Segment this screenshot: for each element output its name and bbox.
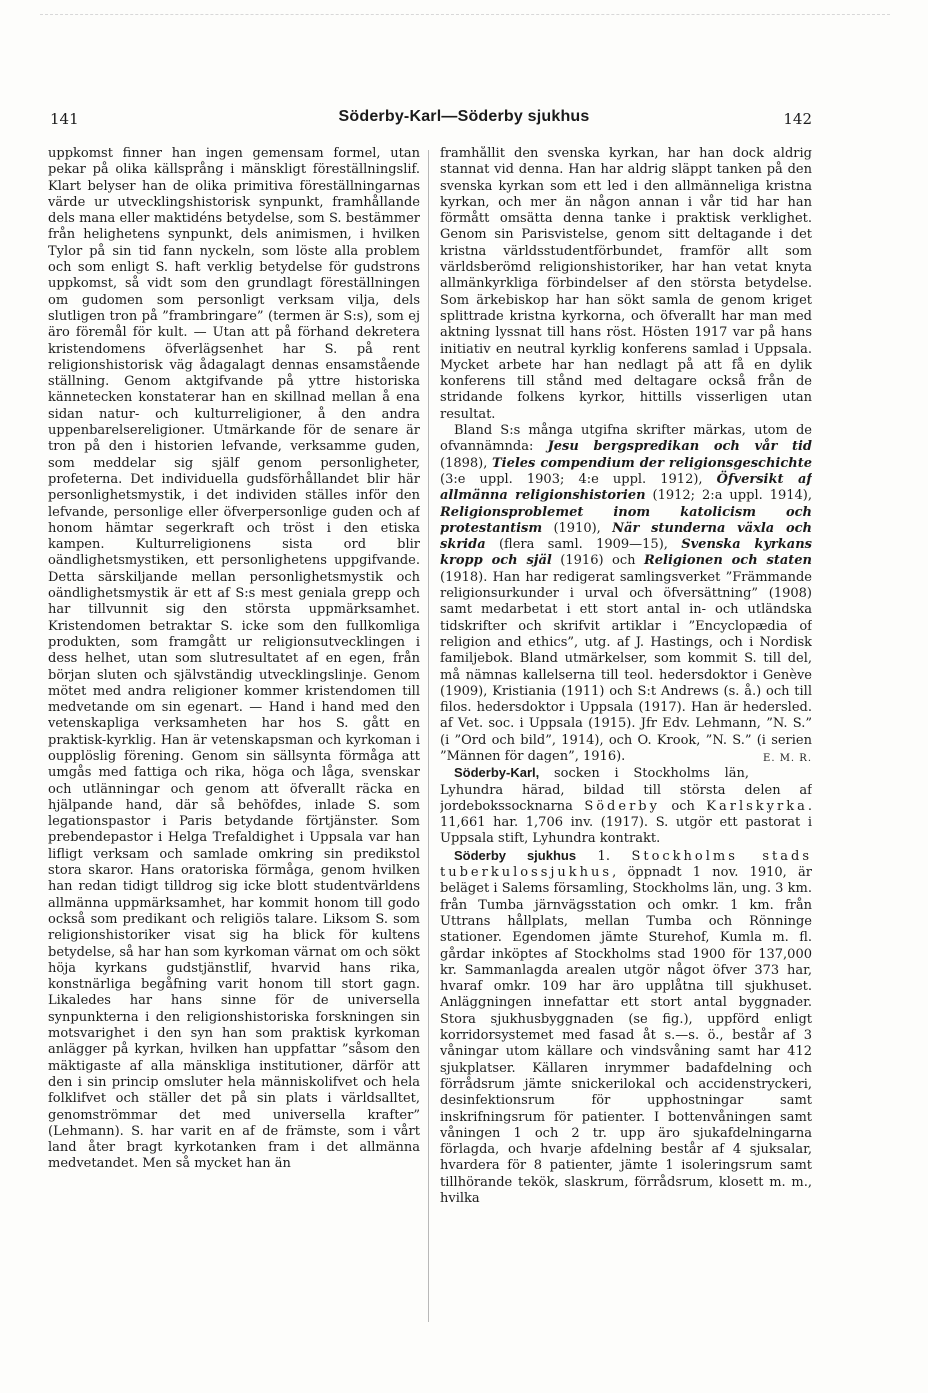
work-title: Svenska kyrkans kropp och själ [440,537,812,569]
column-divider [428,150,429,1322]
running-title: Söderby-Karl—Söderby sjukhus [338,108,590,125]
scan-edge-line [40,14,890,15]
work-title: Öfversikt af allmänna religionshistorien [440,471,812,504]
right-column [440,146,812,1326]
work-title: Jesu bergspredikan och vår tid [547,439,812,455]
entry-headword: Söderby-Karl, [454,765,540,781]
paragraph-bibliography: Bland S:s många utgifna skrifter märkas, utom de ofvannämnda: Jesu bergspredikan och vår tid (1898), Tieles compendium der religionsgeschichte (3:e uppl. 1903; 4:e uppl. 1912), Öfversikt af allmänna religionshistorien (1912; 2:a uppl. 1914), Religionsproblemet inom katolicism och protestantism (1910), När stunderna växla och skrida (flera saml. 1909—15), Svenska kyrkans kropp och själ (1916) och Religionen och staten (1918). Han har redigerat samlingsverket ”Främmande religionsurkunder i urval och öfversättning” (1908) samt medarbetat i ett stort antal in- och utländska tidskrifter och skrifvit artiklar i ”Encyclopædia of religion and ethics”, utg. af J. Hastings, och i Nordisk familjebok. Bland utmärkelser, som kommit S. till del, må nämnas kallelserna till teol. hedersdoktor i Genève (1909), Kristiania (1911) och S:t Andrews (s. å.) och till filos. hedersdoktor i Uppsala (1917). Han är hedersled. af Vet. soc. i Uppsala (1915). Jfr Edv. Lehmann, ”N. S.” (i ”Ord och bild”, 1914), och O. Krook, ”N. S.” (i serien ”Männen för dagen”, 1916). E. M. R. [440,423,812,765]
work-title: Tieles compendium der religionsgeschichte [491,455,812,471]
left-column [48,146,420,1326]
work-title: Religionen och staten [643,553,812,569]
work-title: När stunderna växla och skrida [440,520,812,553]
spaced-institution-name: Stockholms stads tuberkulossjukhus [440,848,812,881]
page-number-left: 141 [50,110,79,128]
spaced-place-name: Söderby [584,798,660,814]
spaced-place-name: Karlskyrka [706,798,808,814]
entry-headword: Söderby sjukhus [454,847,577,863]
work-title: Religionsproblemet inom katolicism och protestantism [440,504,812,536]
left-column-text: uppkomst finner han ingen gemensam formel, utan pekar på olika källsprång i mänskligt föreställningslif. Klart belyser han de olika primitiva föreställningarnas värde ur utvecklingshistorisk synpunkt, framhållande dels mana eller maktidéns betydelse, som S. bestämmer från helighetens synpunkt, dels animismen, i hvilken Tylor på sin tid fann nyckeln, som löste alla problem och som enligt S. haft verklig betydelse för gudstrons uppkomst, så vidt som den grundlagt föreställningen om gudomen som personligt verksam vilja, dels slutligen tron på ”frambringare” (termen är S:s), som ej äro föremål för kult. — Utan att på förhand dekretera kristendomens öfverlägsenhet har S. på rent religionshistorisk väg ådagalagt dennas ensamstående ställning. Genom aktgifvande på yttre historiska kännetecken konstaterar han en skillnad mellan å ena sidan natur- och kulturreligioner, å den andra uppenbarelsereligioner. Utmärkande för de senare är tron på den i historien lefvande, verksamme guden, som meddelar sig själf genom personligheter, profeterna. Det individuella gudsförhållandet blir här personlighetsmystik, i det individen ställes inför den lefvande, personlige eller öfverpersonlige guden och af honom hämtar segerkraft och tröst i den etiska kampen. Kulturreligionens sista ord blir oändlighetsmystiken, ett personlighetens uppgifvande. Detta särskiljande mellan personlighetsmystik och oändlighetsmystik är ett af S:s mest geniala grepp och har tillvunnit sig den största uppmärksamhet. Kristendomen betraktar S. icke som den fullkomliga produkten, som framgått ur religionsutvecklingen i dess helhet, utan som slutresultatet af en egen, från början sluten och självständig utvecklingslinje. Genom mötet med andra religioner kommer kristendomen till medvetande om sin egenart. — Hand i hand med den vetenskapliga verksamheten har hos S. gått en praktisk-kyrklig. Han är vetenskapsman och kyrkoman i oupplöslig förening. Genom sin sällsynta förmåga att umgås med fattiga och rika, höga och låga, svenskar och utlänningar och genom att öfverallt räcka en hjälpande hand, där så behöfdes, inlade S. som legationspastor i Paris betydande förtjänster. Som prebendepastor i Helga Trefaldighet i Uppsala var han lifligt verksam och samlade omkring sin predikstol stora skaror. Hans oratoriska förmåga, genom hvilken han redan tidigt tilldrog sig icke blott studentvärldens allmänna uppmärksamhet, har kommit honom till godo också som predikant och religiös talare. Liksom S. som religionshistoriker visat sig ha blick för kultens betydelse, så har han som kyrkoman värnat om och sökt höja kyrkans gudstjänstlif, hvarvid hans rika, konstnärliga begåfning varit honom till stort gagn. Likaledes har hans sinne för de universella synpunkterna i den religionshistoriska forskningen sin motsvarighet i den syn han som praktisk kyrkoman anlägger på kyrkan, hvilken han uppfattar ”såsom den mäktigaste af alla mänskliga institutioner, därför att den i sin princip omsluter hela människolifvet och hela folklifvet och ställer det på sin plats i världsalltet, genomströmmar det med universella krafter” (Lehmann). S. har varit en af de främste, som i vårt land åter bragt kyrkotanken fram i det allmänna medvetandet. Men så mycket han än [48,146,420,1172]
page-number-right: 142 [783,110,812,128]
entry-soderby-sjukhus: Söderby sjukhus 1. Stockholms stads tuberkulossjukhus, öppnadt 1 nov. 1910, är beläget i Salems församling, Stockholms län, ung. 3 km. från Tumba järnvägsstation och omkr. 1 km. från Uttrans hållplats, mellan Tumba och Rönninge stationer. Egendomen jämte Sturehof, Kumla m. fl. gårdar inköptes af Stockholms stad 1900 för 137,000 kr. Sammanlagda arealen utgör något öfver 373 har, hvaraf omkr. 109 har äro upplåtna till sjukhuset. Anläggningen innefattar ett stort antal byggnader. Stora sjukhusbyggnaden (se fig.), uppförd enligt korridorsystemet med fasad åt s.—s. ö., består af 3 våningar utom källare och vindsvåning samt har 412 sjukplatser. Källaren inrymmer badafdelning och förrådsrum jämte snickerilokal och accidenstryckeri, desinfektionsrum för upphostningar samt inskrifningsrum för patienter. I bottenvåningen samt våningen 1 och 2 tr. upp äro sjukafdelningarna förlagda, och hvarje afdelning består af 4 sjuksalar, hvardera för 8 patienter, jämte 1 isoleringsrum samt tillhörande tekök, slaskrum, förrådsrum, klosett m. m., hvilka [440,847,812,1206]
entry-soderby-karl: Söderby-Karl, socken i Stockholms län, Lyhundra härad, bildad till största delen af jordebokssocknarna Söderby och Karlskyrka. 11,661 har. 1,706 inv. (1917). S. utgör ett pastorat i Uppsala stift, Lyhundra kontrakt. [440,765,812,847]
author-signature: E. M. R. [763,752,812,764]
page-header [0,104,928,132]
paragraph-continuation: framhållit den svenska kyrkan, har han dock aldrig stannat vid denna. Han har aldrig släppt tanken på den svenska kyrkan som ett led i den allmänneliga kristna kyrkan, och mer än någon annan i vår tid har han förmått omsätta denna tanke i praktisk verklighet. Genom sin Parisvistelse, genom sitt deltagande i det kristna världsstudentförbundet, framför allt som världsberömd religionshistoriker, har han vetat knyta allmänkyrkliga förbindelser af den största betydelse. Som ärkebiskop har han sökt samla de genom kriget splittrade kristna kyrkorna, och öfverallt har man med aktning lyssnat till hans röst. Hösten 1917 var på hans initiativ en neutral kyrklig konferens samlad i Uppsala. Mycket arbete har han nedlagt på att få en dylik konferens till stånd med deltagare också från de stridande folkens kyrkor, hittills visserligen utan resultat. [440,146,812,422]
